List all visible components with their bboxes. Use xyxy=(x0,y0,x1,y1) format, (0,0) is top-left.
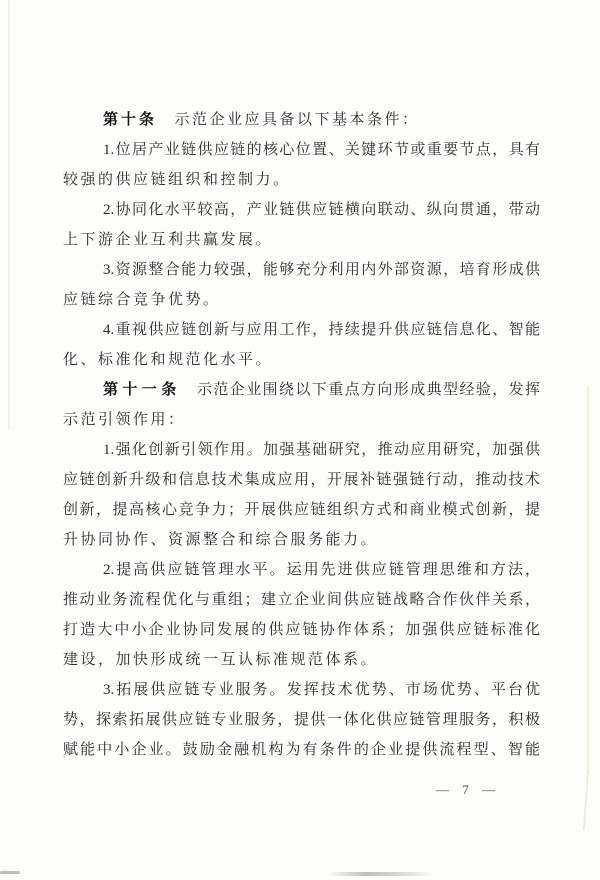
line-text: 示范企业围绕以下重点方向形成典型经验，发挥 xyxy=(180,382,540,398)
document-body xyxy=(63,105,540,765)
line-text: 示范企业应具备以下基本条件： xyxy=(157,112,420,128)
text-line xyxy=(63,735,540,765)
line-text: 较强的供应链组织和控制力。 xyxy=(63,172,291,188)
line-text: 示范引领作用： xyxy=(63,412,186,428)
text-line xyxy=(63,255,540,285)
text-line xyxy=(63,435,540,465)
text-line xyxy=(63,705,540,735)
text-line xyxy=(63,585,540,615)
text-line xyxy=(63,675,540,705)
line-text: 2.协同化水平较高，产业链供应链横向联动、纵向贯通，带动 xyxy=(103,202,540,218)
line-text: 应链创新升级和信息技术集成应用，开展补链强链行动，推动技术 xyxy=(63,472,540,488)
text-line xyxy=(63,645,540,675)
scan-smudge-bottom xyxy=(328,872,433,876)
text-line xyxy=(63,105,540,135)
text-line xyxy=(63,495,540,525)
line-text: 化、标准化和规范化水平。 xyxy=(63,352,274,368)
line-text: 势，探索拓展供应链专业服务，提供一体化供应链管理服务，积极 xyxy=(63,712,540,728)
line-text: 应链综合竞争优势。 xyxy=(63,292,221,308)
text-line xyxy=(63,525,540,555)
text-line xyxy=(63,165,540,195)
text-line xyxy=(63,405,540,435)
text-line xyxy=(63,345,540,375)
text-line xyxy=(63,135,540,165)
scan-mark-bottom-left xyxy=(0,871,20,874)
line-text: 升协同协作、资源整合和综合服务能力。 xyxy=(63,532,379,548)
text-line xyxy=(63,615,540,645)
scan-edge-right-lower-artifact xyxy=(583,770,589,830)
line-text: 推动业务流程优化与重组；建立企业间供应链战略合作伙伴关系， xyxy=(63,592,540,608)
line-text: 1.位居产业链供应链的核心位置、关键环节或重要节点，具有 xyxy=(103,142,540,158)
text-line xyxy=(63,225,540,255)
article-heading: 第十条 xyxy=(103,111,158,128)
line-text: 上下游企业互利共赢发展。 xyxy=(63,232,274,248)
line-text: 4.重视供应链创新与应用工作，持续提升供应链信息化、智能 xyxy=(103,322,540,338)
line-text: 3.资源整合能力较强，能够充分利用内外部资源，培育形成供 xyxy=(103,262,540,278)
line-text: 3.拓展供应链专业服务。发挥技术优势、市场优势、平台优 xyxy=(103,682,540,698)
scan-edge-left-artifact xyxy=(8,0,10,430)
article-heading: 第十一条 xyxy=(103,381,181,398)
text-line xyxy=(63,285,540,315)
page-number: — 7 — xyxy=(436,782,500,797)
text-line xyxy=(63,465,540,495)
scan-edge-right-artifact xyxy=(587,385,589,775)
line-text: 打造大中小企业协同发展的供应链协作体系；加强供应链标准化 xyxy=(63,622,540,638)
line-text: 创新，提高核心竞争力；开展供应链组织方式和商业模式创新，提 xyxy=(63,502,540,518)
text-line xyxy=(63,195,540,225)
line-text: 1.强化创新引领作用。加强基础研究，推动应用研究，加强供 xyxy=(103,442,540,458)
text-line xyxy=(63,375,540,405)
text-line xyxy=(63,315,540,345)
text-line xyxy=(63,555,540,585)
line-text: 2.提高供应链管理水平。运用先进供应链管理思维和方法， xyxy=(103,562,540,578)
line-text: 赋能中小企业。鼓励金融机构为有条件的企业提供流程型、智能 xyxy=(63,742,540,758)
line-text: 建设，加快形成统一互认标准规范体系。 xyxy=(63,652,379,668)
